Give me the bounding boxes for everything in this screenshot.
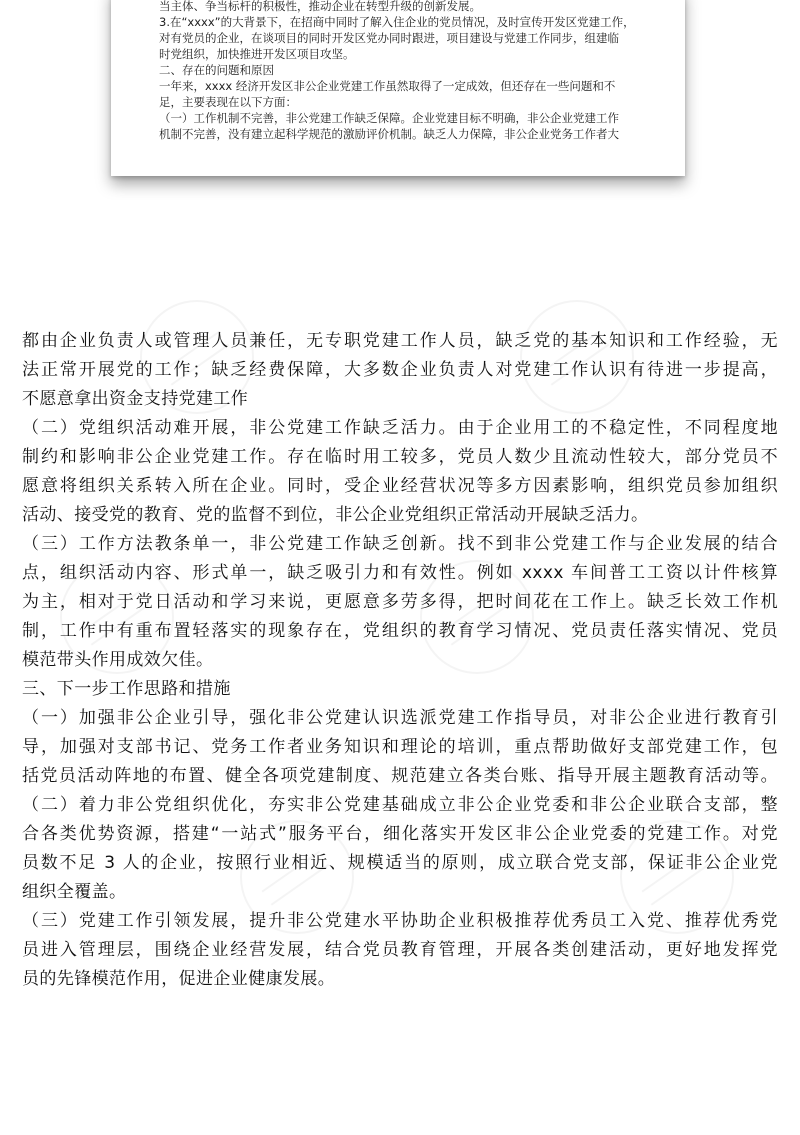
body-line: 愿意将组织关系转入所在企业。同时，受企业经营状况等多方因素影响，组织党员参加组织	[22, 476, 778, 496]
preview-line: 当主体、争当标杆的积极性，推动企业在转型升级的创新发展。	[159, 0, 481, 13]
body-line: 模范带头作用成效欠佳。	[22, 650, 214, 670]
body-line: （三）党建工作引领发展，提升非公党建水平协助企业积极推荐优秀员工入党、推荐优秀党	[22, 911, 778, 931]
section-heading: 三、下一步工作思路和措施	[22, 679, 231, 699]
body-line: （二）党组织活动难开展，非公党建工作缺乏活力。由于企业用工的不稳定性，不同程度地	[22, 418, 778, 438]
body-line: 合各类优势资源，搭建“一站式”服务平台，细化落实开发区非公企业党委的党建工作。对党	[22, 824, 778, 844]
body-line: 导，加强对支部书记、党务工作者业务知识和理论的培训，重点帮助做好支部党建工作，包	[22, 737, 778, 757]
document-preview-card	[111, 0, 685, 176]
body-line: 制，工作中有重布置轻落实的现象存在，党组织的教育学习情况、党员责任落实情况、党员	[22, 621, 778, 641]
preview-line: 一年来，xxxx 经济开发区非公企业党建工作虽然取得了一定成效，但还存在一些问题和不	[159, 79, 616, 93]
body-line: 员数不足 3 人的企业，按照行业相近、规模适当的原则，成立联合党支部，保证非公企业党	[22, 853, 778, 873]
document-body	[22, 327, 778, 994]
body-line: 组织全覆盖。	[22, 882, 127, 902]
body-line: （二）着力非公党组织优化，夯实非公党建基础成立非公企业党委和非公企业联合支部，整	[22, 795, 778, 815]
body-line: 为主，相对于党日活动和学习来说，更愿意多劳多得，把时间花在工作上。缺乏长效工作机	[22, 592, 778, 612]
preview-line: 足，主要表现在以下方面：	[159, 95, 297, 109]
body-line: 活动、接受党的教育、党的监督不到位，非公企业党组织正常活动开展缺乏活力。	[22, 505, 649, 525]
document-preview-region	[0, 0, 800, 200]
body-line: 员的先锋模范作用，促进企业健康发展。	[22, 969, 336, 989]
body-line: 括党员活动阵地的布置、健全各项党建制度、规范建立各类台账、指导开展主题教育活动等。	[22, 766, 778, 786]
body-line: 法正常开展党的工作；缺乏经费保障，大多数企业负责人对党建工作认识有待进一步提高，	[22, 360, 778, 380]
body-line: 制约和影响非公企业党建工作。存在临时用工较多，党员人数少且流动性较大，部分党员不	[22, 447, 778, 467]
preview-line: 二、存在的问题和原因	[159, 63, 274, 77]
body-line: （三）工作方法教条单一，非公党建工作缺乏创新。找不到非公党建工作与企业发展的结合	[22, 534, 778, 554]
preview-line: （一）工作机制不完善，非公党建工作缺乏保障。企业党建目标不明确，非公企业党建工作	[159, 111, 619, 125]
preview-line: 时党组织，加快推进开发区项目攻坚。	[159, 47, 355, 61]
body-line: 都由企业负责人或管理人员兼任，无专职党建工作人员，缺乏党的基本知识和工作经验，无	[22, 331, 778, 351]
body-line: 员进入管理层，围绕企业经营发展，结合党员教育管理，开展各类创建活动，更好地发挥党	[22, 940, 778, 960]
preview-line: 机制不完善，没有建立起科学规范的激励评价机制。缺乏人力保障，非公企业党务工作者大	[159, 127, 619, 141]
body-line: （一）加强非公企业引导，强化非公党建认识选派党建工作指导员，对非公企业进行教育引	[22, 708, 778, 728]
preview-line: 3.在“xxxx”的大背景下，在招商中同时了解入住企业的党员情况，及时宣传开发区党建工作，	[159, 15, 635, 29]
body-line: 点，组织活动内容、形式单一，缺乏吸引力和有效性。例如 xxxx 车间普工工资以计件核算	[22, 563, 778, 583]
preview-text	[159, 0, 649, 142]
preview-line: 对有党员的企业，在谈项目的同时开发区党办同时跟进，项目建设与党建工作同步，组建临	[159, 31, 619, 45]
body-line: 不愿意拿出资金支持党建工作	[22, 389, 249, 409]
